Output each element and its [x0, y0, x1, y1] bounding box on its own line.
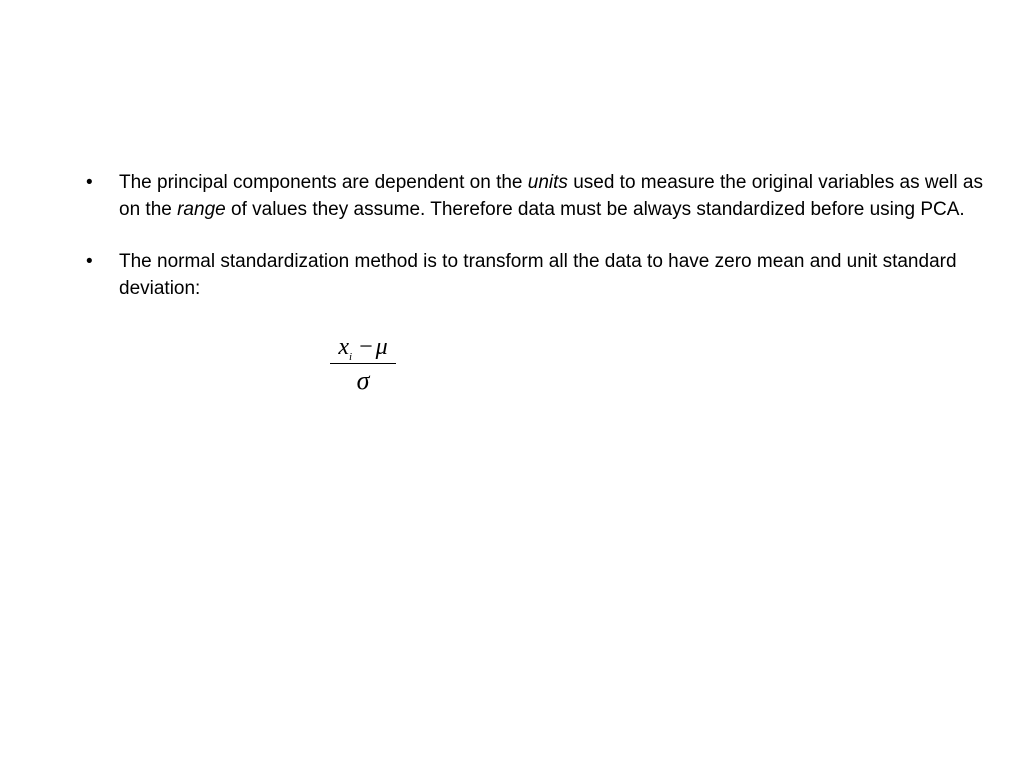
bullet-text-part: used to measure the original variables as well as on the: [119, 172, 983, 220]
bullet-item-units-range: [86, 169, 986, 223]
bullet-text: The normal standardization method is to transform all the data to have zero mean and unit standard deviation:: [119, 251, 957, 299]
emphasis-units: units: [527, 172, 568, 193]
formula-operator: −: [359, 334, 373, 360]
formula-numerator: [328, 332, 398, 362]
formula-denominator: σ: [356, 366, 370, 395]
emphasis-range: range: [177, 199, 226, 220]
formula-subscript: i: [349, 351, 353, 363]
formula-variable: x: [338, 334, 349, 360]
fraction-line: [330, 363, 396, 364]
bullet-text-part: The principal components are dependent on the: [119, 172, 528, 193]
formula-mean-symbol: μ: [375, 334, 388, 360]
bullet-marker: •: [86, 251, 93, 272]
bullet-marker: •: [86, 172, 93, 193]
bullet-list: [86, 169, 986, 302]
standardization-formula: [328, 332, 398, 396]
bullet-item-standardization: [86, 248, 986, 302]
bullet-text-part: of values they assume. Therefore data must be always standardized before using PCA.: [225, 199, 965, 220]
